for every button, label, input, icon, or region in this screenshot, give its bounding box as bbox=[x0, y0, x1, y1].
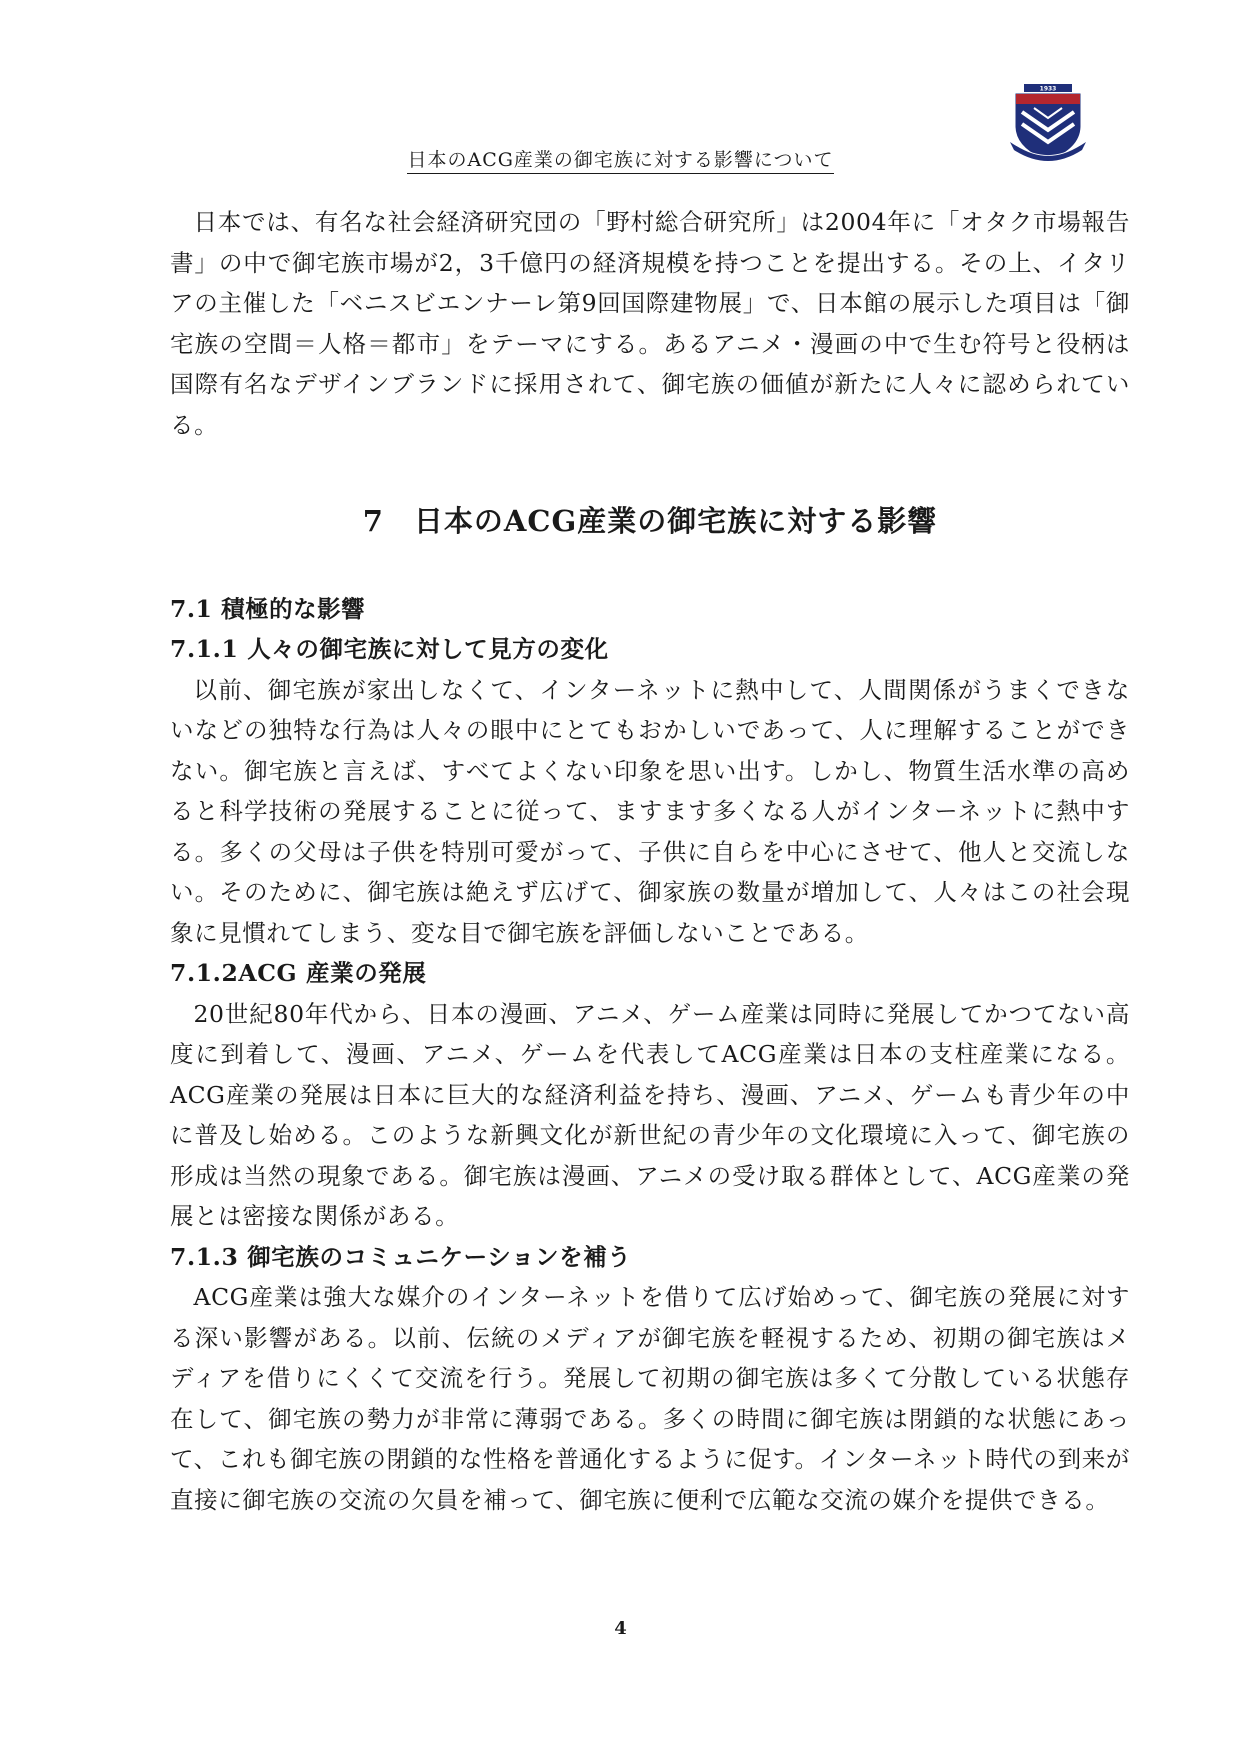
intro-paragraph: 日本では、有名な社会経済研究団の「野村総合研究所」は2004年に「オタク市場報告書」の中で御宅族市場が2，3千億円の経済規模を持つことを提出する。その上、イタリアの主催した「ベニスビエンナーレ第9回国際建物展」で、日本館の展示した項目は「御宅族の空間＝人格＝都市」をテーマにする。あるアニメ・漫画の中で生む符号と役柄は国際有名なデザインブランドに採用されて、御宅族の価値が新たに人々に認められている。 bbox=[170, 208, 1130, 439]
subsection-title-3: 7.1.3 御宅族のコミュニケーションを補う bbox=[170, 1242, 632, 1271]
subsection-title-1: 7.1.1 人々の御宅族に対して見方の変化 bbox=[170, 635, 609, 663]
subsection-body-1: 以前、御宅族が家出しなくて、インターネットに熱中して、人間関係がうまくできないなどの独特な行為は人々の眼中にとてもおかしいであって、人に理解することができない。御宅族と言えば、すべてよくない印象を思い出す。しかし、物質生活水準の高めると科学技術の発展することに従って、ますます多くなる人がインターネットに熱中する。多くの父母は子供を特別可愛がって、子供に自らを中心にさせて、他人と交流しない。そのために、御宅族は絶えず広げて、御家族の数量が増加して、人々はこの社会現象に見慣れてしまう、変な目で御宅族を評価しないことである。 bbox=[170, 675, 1130, 947]
page-number: 4 bbox=[614, 1618, 627, 1639]
svg-text:1933: 1933 bbox=[1039, 85, 1057, 93]
running-title: 日本のACG産業の御宅族に対する影響について bbox=[407, 149, 833, 174]
subsection-body-2: 20世紀80年代から、日本の漫画、アニメ、ゲーム産業は同時に発展してかつてない高度に到着して、漫画、アニメ、ゲームを代表してACG産業は日本の支柱産業になる。ACG産業の発展は日本に巨大的な経済利益を持ち、漫画、アニメ、ゲームも青少年の中に普及し始める。このような新興文化が新世紀の青少年の文化環境に入って、御宅族の形成は当然の現象である。御宅族は漫画、アニメの受け取る群体として、ACG産業の発展とは密接な関係がある。 bbox=[170, 999, 1130, 1230]
subsection-title-2: 7.1.2ACG 産業の発展 bbox=[170, 959, 427, 987]
section-title: 7.1 積極的な影響 bbox=[170, 595, 366, 623]
chapter-title: 7 日本のACG産業の御宅族に対する影響 bbox=[362, 504, 938, 538]
page-content bbox=[170, 202, 1130, 1520]
subsection-body-3: ACG産業は強大な媒介のインターネットを借りて広げ始めって、御宅族の発展に対する深い影響がある。以前、伝統のメディアが御宅族を軽視するため、初期の御宅族はメディアを借りにくくて交流を行う。発展して初期の御宅族は多くて分散している状態存在して、御宅族の勢力が非常に薄弱である。多くの時間に御宅族は閉鎖的な状態にあって、これも御宅族の閉鎖的な性格を普通化するように促す。インターネット時代の到来が直接に御宅族の交流の欠員を補って、御宅族に便利で広範な交流の媒介を提供できる。 bbox=[170, 1283, 1130, 1514]
running-header bbox=[0, 145, 1241, 172]
